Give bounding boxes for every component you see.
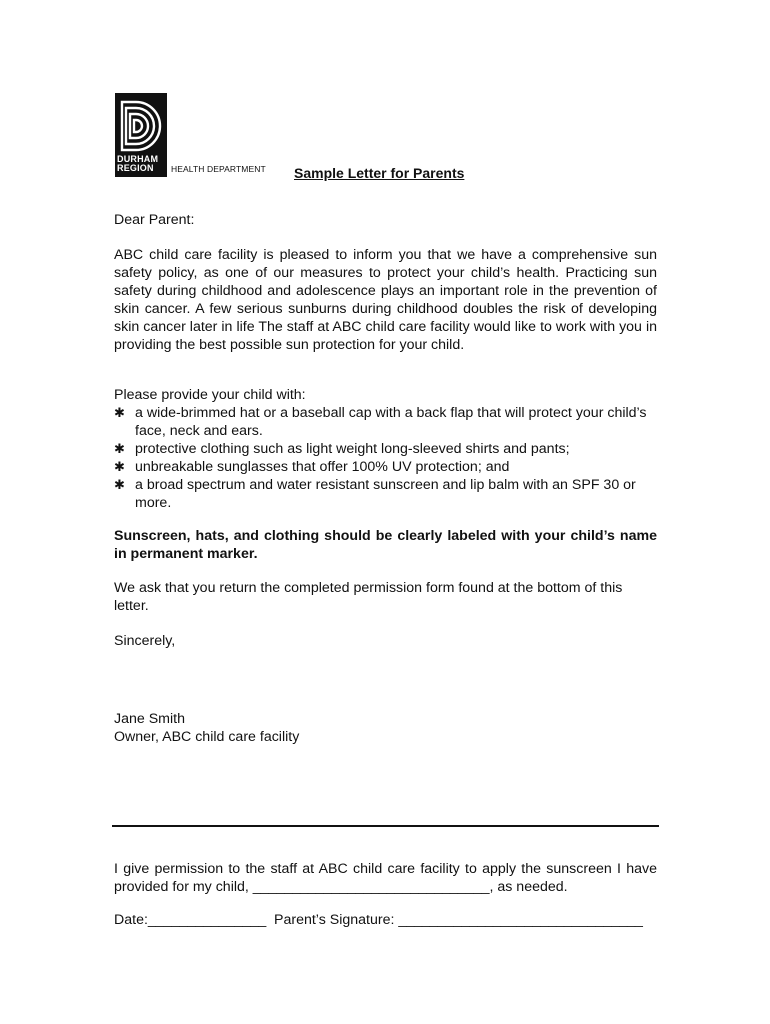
cut-line-divider <box>112 825 659 827</box>
list-item <box>114 440 657 458</box>
logo-org-line2: REGION <box>117 163 154 173</box>
signer-name: Jane Smith <box>114 711 185 727</box>
supplies-list <box>114 404 657 512</box>
asterisk-bullet-icon: ✱ <box>114 441 125 456</box>
intro-paragraph: ABC child care facility is pleased to inform you that we have a comprehensive sun safety policy, as one of our measures to protect your child’s health. Practicing sun safety during childhood and adolescence plays an important role in the prevention of skin cancer. A few serious sunburns during childhood doubles the risk of developing skin cancer later in life The staff at ABC child care facility would like to work with you in providing the best possible sun protection for your child. <box>114 247 657 353</box>
closing: Sincerely, <box>114 633 176 649</box>
list-item-text: protective clothing such as light weight long-sleeved shirts and pants; <box>135 441 570 457</box>
list-item <box>114 476 657 512</box>
labeling-notice: Sunscreen, hats, and clothing should be clearly labeled with your child’s name in permanent marker. <box>114 528 657 562</box>
parent-signature-field: Parent’s Signature: _______________________________ <box>274 912 643 928</box>
return-request: We ask that you return the completed permission form found at the bottom of this letter. <box>114 580 623 614</box>
list-item-text: unbreakable sunglasses that offer 100% UV protection; and <box>135 459 510 475</box>
signer-title: Owner, ABC child care facility <box>114 729 300 745</box>
letter-title: Sample Letter for Parents <box>294 165 465 181</box>
logo-org-line1: DURHAM <box>117 154 159 164</box>
asterisk-bullet-icon: ✱ <box>114 459 125 474</box>
list-item-text: a broad spectrum and water resistant sunscreen and lip balm with an SPF 30 or more. <box>135 477 636 511</box>
health-department-label: HEALTH DEPARTMENT <box>171 164 266 174</box>
durham-d-logo-icon <box>118 99 164 153</box>
asterisk-bullet-icon: ✱ <box>114 405 125 420</box>
permission-statement: I give permission to the staff at ABC child care facility to apply the sunscreen I have provided for my child, ______________________________, as needed. <box>114 861 657 895</box>
list-item-text: a wide-brimmed hat or a baseball cap with a back flap that will protect your child’s face, neck and ears. <box>135 405 647 439</box>
list-item <box>114 404 657 440</box>
date-field: Date:_______________ <box>114 912 267 928</box>
list-intro: Please provide your child with: <box>114 387 306 403</box>
asterisk-bullet-icon: ✱ <box>114 477 125 492</box>
salutation: Dear Parent: <box>114 212 195 228</box>
list-item <box>114 458 657 476</box>
durham-region-logo <box>115 93 167 177</box>
